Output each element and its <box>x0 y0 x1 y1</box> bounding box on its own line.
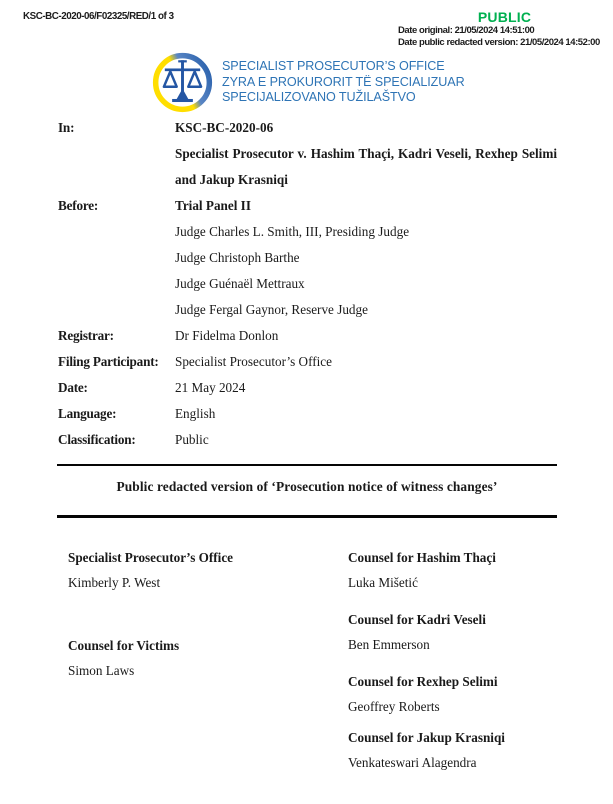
classification-value: Public <box>175 432 209 447</box>
panel-name: Trial Panel II <box>175 198 251 213</box>
in-label: In: <box>58 120 75 135</box>
empty-cell <box>58 219 175 323</box>
date-original: Date original: 21/05/2024 14:51:00 <box>398 25 535 36</box>
divider-top <box>57 464 557 466</box>
classification-block <box>398 9 611 48</box>
counsel-group-victims <box>68 633 348 683</box>
filing-info-table <box>58 115 557 453</box>
spo-name-albanian: ZYRA E PROKURORIT TË SPECIALIZUAR <box>222 74 465 89</box>
registrar-label: Registrar: <box>58 328 114 343</box>
case-title: Specialist Prosecutor v. Hashim Thaçi, Kadri Veseli, Rexhep Selimi and Jakup Krasniqi <box>175 146 557 187</box>
date-label: Date: <box>58 380 88 395</box>
date-value: 21 May 2024 <box>175 380 246 395</box>
spo-logo <box>152 52 465 113</box>
registrar-name: Dr Fidelma Donlon <box>175 328 279 343</box>
empty-cell <box>58 141 175 193</box>
counsel-column-left <box>68 545 348 775</box>
document-title: Public redacted version of ‘Prosecution notice of witness changes’ <box>116 479 498 495</box>
language-value: English <box>175 406 216 421</box>
counsel-name: Geoffrey Roberts <box>348 699 440 714</box>
counsel-title: Counsel for Victims <box>68 638 180 653</box>
spo-name-serbian: SPECIJALIZOVANO TUŽILAŠTVO <box>222 90 416 105</box>
judge-name: Judge Guénaël Mettraux <box>175 276 305 291</box>
counsel-column-right <box>348 545 557 775</box>
classification-label: Classification: <box>58 432 136 447</box>
spo-name <box>222 59 465 106</box>
case-number: KSC-BC-2020-06 <box>175 120 274 135</box>
judge-name: Judge Charles L. Smith, III, Presiding Judge <box>175 224 410 239</box>
counsel-title: Specialist Prosecutor’s Office <box>68 550 234 565</box>
filing-participant-label: Filing Participant: <box>58 354 159 369</box>
scales-of-justice-icon <box>152 52 213 113</box>
counsel-title: Counsel for Jakup Krasniqi <box>348 730 505 745</box>
filing-participant-value: Specialist Prosecutor’s Office <box>175 354 332 369</box>
spo-name-english: SPECIALIST PROSECUTOR’S OFFICE <box>222 58 445 73</box>
counsel-section <box>68 545 557 775</box>
judge-name: Judge Christoph Barthe <box>175 250 300 265</box>
counsel-title: Counsel for Rexhep Selimi <box>348 674 498 689</box>
judges-list <box>175 219 557 323</box>
counsel-group-selimi <box>348 669 557 719</box>
date-public-redacted-version: Date public redacted version: 21/05/2024 14:52:00 <box>398 36 600 48</box>
counsel-group-krasniqi <box>348 725 557 775</box>
counsel-name: Simon Laws <box>68 663 135 678</box>
language-label: Language: <box>58 406 117 421</box>
title-block <box>57 464 557 518</box>
counsel-title: Counsel for Hashim Thaçi <box>348 550 496 565</box>
before-label: Before: <box>58 198 99 213</box>
judge-name: Judge Fergal Gaynor, Reserve Judge <box>175 302 368 317</box>
counsel-title: Counsel for Kadri Veseli <box>348 612 486 627</box>
counsel-name: Ben Emmerson <box>348 637 430 652</box>
divider-bottom <box>57 515 557 517</box>
counsel-name: Venkateswari Alagendra <box>348 755 477 770</box>
counsel-group-veseli <box>348 607 557 657</box>
counsel-group-spo <box>68 545 348 595</box>
classification-banner: PUBLIC <box>477 9 532 25</box>
counsel-name: Luka Mišetić <box>348 575 418 590</box>
counsel-name: Kimberly P. West <box>68 575 161 590</box>
filing-reference: KSC-BC-2020-06/F02325/RED/1 of 3 <box>23 11 174 22</box>
counsel-group-thaci <box>348 545 557 595</box>
